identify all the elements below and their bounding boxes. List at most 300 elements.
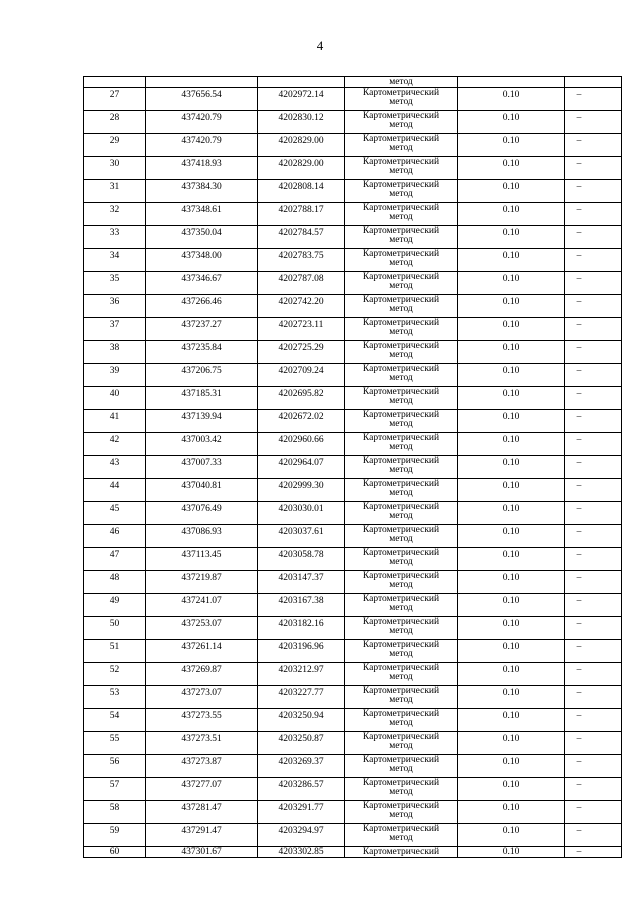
cell-note [565, 801, 622, 824]
cell-note-text: – [576, 596, 582, 606]
table-row [84, 226, 622, 249]
cell-note [565, 318, 622, 341]
cell-y: 4202964.07 [258, 456, 345, 479]
cell-note-text: – [576, 228, 582, 238]
cell-number: 58 [84, 801, 146, 824]
method-line-2: метод [389, 212, 413, 222]
method-line-2: метод [389, 764, 413, 774]
cell-number: 50 [84, 617, 146, 640]
cell-note [565, 479, 622, 502]
cell-y: 4203286.57 [258, 778, 345, 801]
cell-note-text: – [576, 711, 582, 721]
cell-x: 437003.42 [146, 433, 258, 456]
cell-x: 437206.75 [146, 364, 258, 387]
method-line-2: метод [389, 143, 413, 153]
cell-method [345, 318, 458, 341]
cell-x: 437277.07 [146, 778, 258, 801]
method-line-2: метод [389, 327, 413, 337]
cell-method [345, 134, 458, 157]
cell-x: 437040.81 [146, 479, 258, 502]
method-line-2: метод [389, 626, 413, 636]
table-row-continuation [84, 77, 622, 88]
coordinates-table [83, 76, 622, 858]
cell-number: 33 [84, 226, 146, 249]
cell-method [345, 203, 458, 226]
cell-method: метод [345, 77, 458, 88]
cell-y: 4203227.77 [258, 686, 345, 709]
cell-y: 4202960.66 [258, 433, 345, 456]
table-row [84, 824, 622, 847]
cell-accuracy: 0.10 [458, 111, 565, 134]
cell-method [345, 410, 458, 433]
table-row [84, 341, 622, 364]
cell-number: 60 [84, 847, 146, 858]
cell-note [565, 824, 622, 847]
cell-method [345, 663, 458, 686]
method-line-2: метод [389, 304, 413, 314]
method-line-2: метод [389, 649, 413, 659]
cell-number: 32 [84, 203, 146, 226]
table-row [84, 548, 622, 571]
cell-method [345, 801, 458, 824]
cell-number: 44 [84, 479, 146, 502]
cell-x: 437384.30 [146, 180, 258, 203]
cell-number: 37 [84, 318, 146, 341]
cell-x: 437350.04 [146, 226, 258, 249]
cell-note-text: – [576, 642, 582, 652]
table-row [84, 410, 622, 433]
method-line-2: метод [389, 695, 413, 705]
method-line-1: Картометрический [362, 433, 440, 443]
cell-note [565, 502, 622, 525]
cell-accuracy: 0.10 [458, 594, 565, 617]
cell-x: 437273.07 [146, 686, 258, 709]
cell-note-text: – [576, 435, 582, 445]
cell-note-text: – [576, 458, 582, 468]
cell-note-text: – [576, 619, 582, 629]
cell-y: 4203058.78 [258, 548, 345, 571]
cell-x: 437281.47 [146, 801, 258, 824]
cell-y: 4203250.87 [258, 732, 345, 755]
cell-note [565, 686, 622, 709]
method-line-1: Картометрический [362, 594, 440, 604]
cell-note [565, 111, 622, 134]
cell-accuracy: 0.10 [458, 617, 565, 640]
cell-accuracy: 0.10 [458, 249, 565, 272]
method-line-2: метод [389, 603, 413, 613]
cell-accuracy: 0.10 [458, 456, 565, 479]
cell-x: 437420.79 [146, 111, 258, 134]
cell-accuracy [458, 77, 565, 88]
method-line-1: Картометрический [362, 387, 440, 397]
cell-number: 59 [84, 824, 146, 847]
cell-number: 31 [84, 180, 146, 203]
cell-x: 437076.49 [146, 502, 258, 525]
method-line-2: метод [389, 442, 413, 452]
cell-x: 437219.87 [146, 571, 258, 594]
table-row [84, 732, 622, 755]
cell-method [345, 824, 458, 847]
cell-x: 437241.07 [146, 594, 258, 617]
table-row [84, 640, 622, 663]
cell-accuracy: 0.10 [458, 295, 565, 318]
cell-note-text: – [576, 320, 582, 330]
cell-x: 437261.14 [146, 640, 258, 663]
cell-x: 437086.93 [146, 525, 258, 548]
cell-y [258, 77, 345, 88]
table-row [84, 663, 622, 686]
cell-method [345, 272, 458, 295]
cell-y: 4203037.61 [258, 525, 345, 548]
cell-y: 4202784.57 [258, 226, 345, 249]
table-row [84, 180, 622, 203]
cell-note-text: – [576, 113, 582, 123]
cell-note-text: – [576, 136, 582, 146]
cell-method [345, 111, 458, 134]
cell-number: 40 [84, 387, 146, 410]
cell-method [345, 249, 458, 272]
cell-note [565, 364, 622, 387]
cell-y: 4203182.16 [258, 617, 345, 640]
cell-note [565, 249, 622, 272]
cell-number: 35 [84, 272, 146, 295]
cell-accuracy: 0.10 [458, 663, 565, 686]
cell-note [565, 778, 622, 801]
cell-accuracy: 0.10 [458, 88, 565, 111]
cell-x: 437273.55 [146, 709, 258, 732]
table-row [84, 847, 622, 858]
cell-method [345, 686, 458, 709]
cell-y: 4202742.20 [258, 295, 345, 318]
table-row [84, 617, 622, 640]
method-line-2: метод [389, 672, 413, 682]
method-line-2: метод [389, 718, 413, 728]
cell-y: 4202709.24 [258, 364, 345, 387]
method-line-1: Картометрический [362, 180, 440, 190]
method-line-1: Картометрический [362, 272, 440, 282]
cell-accuracy: 0.10 [458, 364, 565, 387]
cell-y: 4202672.02 [258, 410, 345, 433]
method-line-2: метод [389, 258, 413, 268]
cell-number: 34 [84, 249, 146, 272]
method-line-1: Картометрический [362, 778, 440, 788]
cell-method [345, 456, 458, 479]
cell-note-text: – [576, 389, 582, 399]
cell-y: 4202783.75 [258, 249, 345, 272]
cell-y: 4202808.14 [258, 180, 345, 203]
cell-number: 53 [84, 686, 146, 709]
cell-x [146, 77, 258, 88]
cell-accuracy: 0.10 [458, 203, 565, 226]
method-line-1: Картометрический [362, 617, 440, 627]
cell-x: 437348.00 [146, 249, 258, 272]
cell-accuracy: 0.10 [458, 479, 565, 502]
cell-note [565, 732, 622, 755]
cell-method [345, 594, 458, 617]
cell-y: 4203269.37 [258, 755, 345, 778]
cell-note-text: – [576, 688, 582, 698]
cell-note [565, 709, 622, 732]
method-line-2: метод [389, 373, 413, 383]
cell-number: 41 [84, 410, 146, 433]
cell-x: 437235.84 [146, 341, 258, 364]
method-line-1: Картометрический [362, 410, 440, 420]
cell-number: 48 [84, 571, 146, 594]
method-line-2: метод [389, 235, 413, 245]
method-line-2: метод [389, 97, 413, 107]
cell-accuracy: 0.10 [458, 732, 565, 755]
cell-note-text: – [576, 826, 582, 836]
method-line-2: метод [389, 810, 413, 820]
method-line-1: Картометрический [362, 755, 440, 765]
cell-note-text: – [576, 412, 582, 422]
cell-method [345, 157, 458, 180]
table-row [84, 249, 622, 272]
table-row [84, 318, 622, 341]
cell-note-text: – [576, 481, 582, 491]
cell-note-text: – [576, 366, 582, 376]
method-line-2: метод [389, 281, 413, 291]
cell-accuracy: 0.10 [458, 157, 565, 180]
cell-y: 4202830.12 [258, 111, 345, 134]
cell-number: 29 [84, 134, 146, 157]
cell-note [565, 847, 622, 858]
cell-note-text: – [576, 205, 582, 215]
cell-y: 4203167.38 [258, 594, 345, 617]
method-line-1: Картометрический [362, 640, 440, 650]
table-row [84, 456, 622, 479]
method-line-2: метод [389, 120, 413, 130]
cell-number: 47 [84, 548, 146, 571]
cell-y: 4202725.29 [258, 341, 345, 364]
method-line-1: Картометрический [362, 203, 440, 213]
cell-accuracy: 0.10 [458, 134, 565, 157]
cell-note-text: – [576, 734, 582, 744]
cell-number: 38 [84, 341, 146, 364]
cell-note [565, 77, 622, 88]
cell-method [345, 709, 458, 732]
method-line-2: метод [389, 511, 413, 521]
table-row [84, 203, 622, 226]
method-line-1: Картометрический [362, 157, 440, 167]
table-row [84, 111, 622, 134]
cell-y: 4203212.97 [258, 663, 345, 686]
cell-accuracy: 0.10 [458, 824, 565, 847]
cell-note-text: – [576, 343, 582, 353]
method-line-1: Картометрический [362, 295, 440, 305]
cell-accuracy: 0.10 [458, 548, 565, 571]
cell-note [565, 594, 622, 617]
cell-note-text: – [576, 297, 582, 307]
cell-x: 437007.33 [146, 456, 258, 479]
cell-method [345, 226, 458, 249]
method-line-2: метод [389, 833, 413, 843]
cell-note [565, 134, 622, 157]
cell-number: 52 [84, 663, 146, 686]
cell-accuracy: 0.10 [458, 755, 565, 778]
cell-x: 437266.46 [146, 295, 258, 318]
cell-note-text: – [576, 182, 582, 192]
cell-note-text: – [576, 90, 582, 100]
cell-number: 55 [84, 732, 146, 755]
cell-accuracy: 0.10 [458, 778, 565, 801]
method-line-1: Картометрический [362, 801, 440, 811]
method-line-1: Картометрический [362, 686, 440, 696]
table-row [84, 502, 622, 525]
cell-x: 437420.79 [146, 134, 258, 157]
cell-method [345, 778, 458, 801]
cell-note-text: – [576, 527, 582, 537]
cell-accuracy: 0.10 [458, 640, 565, 663]
cell-note [565, 157, 622, 180]
cell-accuracy: 0.10 [458, 847, 565, 858]
cell-x: 437301.67 [146, 847, 258, 858]
cell-x: 437139.94 [146, 410, 258, 433]
method-line-2: метод [389, 488, 413, 498]
cell-method [345, 180, 458, 203]
cell-y: 4202829.00 [258, 157, 345, 180]
cell-accuracy: 0.10 [458, 502, 565, 525]
cell-note [565, 272, 622, 295]
cell-note [565, 341, 622, 364]
method-line-2: метод [389, 396, 413, 406]
cell-x: 437348.61 [146, 203, 258, 226]
cell-note [565, 180, 622, 203]
method-line-1: Картометрический [362, 111, 440, 121]
table-row [84, 364, 622, 387]
cell-note-text: – [576, 274, 582, 284]
cell-method: Картометрический [345, 847, 458, 858]
cell-method [345, 479, 458, 502]
method-line-1: Картометрический [362, 341, 440, 351]
cell-accuracy: 0.10 [458, 433, 565, 456]
method-line-1: Картометрический [362, 479, 440, 489]
table-row [84, 433, 622, 456]
cell-number: 54 [84, 709, 146, 732]
cell-accuracy: 0.10 [458, 387, 565, 410]
cell-note-text: – [576, 665, 582, 675]
cell-accuracy: 0.10 [458, 180, 565, 203]
cell-x: 437113.45 [146, 548, 258, 571]
cell-y: 4202972.14 [258, 88, 345, 111]
method-line-1: Картометрический [362, 663, 440, 673]
method-line-1: Картометрический [362, 732, 440, 742]
table-row [84, 525, 622, 548]
method-line-2: метод [389, 787, 413, 797]
cell-accuracy: 0.10 [458, 686, 565, 709]
cell-x: 437185.31 [146, 387, 258, 410]
cell-x: 437418.93 [146, 157, 258, 180]
method-line-1: Картометрический [362, 525, 440, 535]
page-number: 4 [316, 38, 324, 53]
cell-number: 56 [84, 755, 146, 778]
method-line-1: Картометрический [362, 502, 440, 512]
table-row [84, 709, 622, 732]
table-row [84, 594, 622, 617]
cell-y: 4203291.77 [258, 801, 345, 824]
cell-number: 39 [84, 364, 146, 387]
table-row [84, 755, 622, 778]
cell-y: 4202788.17 [258, 203, 345, 226]
cell-method [345, 548, 458, 571]
cell-method [345, 88, 458, 111]
cell-number: 28 [84, 111, 146, 134]
method-line-1: Картометрический [362, 318, 440, 328]
cell-method [345, 295, 458, 318]
cell-number: 51 [84, 640, 146, 663]
cell-number: 43 [84, 456, 146, 479]
cell-note-text: – [576, 251, 582, 261]
cell-note [565, 755, 622, 778]
cell-y: 4203250.94 [258, 709, 345, 732]
cell-accuracy: 0.10 [458, 709, 565, 732]
method-line-2: метод [389, 557, 413, 567]
method-line-2: метод [389, 580, 413, 590]
cell-note [565, 88, 622, 111]
cell-note [565, 203, 622, 226]
method-line-2: метод [389, 166, 413, 176]
method-line-2: метод [389, 189, 413, 199]
cell-note-text: – [576, 573, 582, 583]
cell-method [345, 433, 458, 456]
cell-note [565, 617, 622, 640]
cell-accuracy: 0.10 [458, 226, 565, 249]
cell-note [565, 525, 622, 548]
cell-note [565, 571, 622, 594]
method-line-2: метод [389, 741, 413, 751]
cell-number: 49 [84, 594, 146, 617]
cell-method [345, 341, 458, 364]
table-row [84, 295, 622, 318]
method-line-1: Картометрический [362, 226, 440, 236]
method-line-2: метод [389, 465, 413, 475]
cell-number: 45 [84, 502, 146, 525]
method-line-1: Картометрический [362, 709, 440, 719]
cell-accuracy: 0.10 [458, 571, 565, 594]
cell-y: 4203302.85 [258, 847, 345, 858]
cell-note [565, 548, 622, 571]
cell-method [345, 387, 458, 410]
table-row [84, 134, 622, 157]
cell-accuracy: 0.10 [458, 525, 565, 548]
cell-note-text: – [576, 504, 582, 514]
table-row [84, 157, 622, 180]
cell-number: 30 [84, 157, 146, 180]
method-line-1: Картометрический [362, 249, 440, 259]
cell-y: 4203196.96 [258, 640, 345, 663]
cell-number: 27 [84, 88, 146, 111]
cell-note [565, 295, 622, 318]
table-row [84, 686, 622, 709]
cell-method [345, 502, 458, 525]
table-row [84, 571, 622, 594]
cell-note [565, 640, 622, 663]
method-line-1: Картометрический [362, 548, 440, 558]
table-row [84, 387, 622, 410]
cell-x: 437269.87 [146, 663, 258, 686]
cell-x: 437273.87 [146, 755, 258, 778]
cell-accuracy: 0.10 [458, 341, 565, 364]
cell-note-text: – [576, 780, 582, 790]
cell-note [565, 387, 622, 410]
cell-y: 4203294.97 [258, 824, 345, 847]
cell-note [565, 456, 622, 479]
cell-y: 4202787.08 [258, 272, 345, 295]
cell-note [565, 433, 622, 456]
table-row [84, 801, 622, 824]
cell-x: 437253.07 [146, 617, 258, 640]
table-row [84, 778, 622, 801]
